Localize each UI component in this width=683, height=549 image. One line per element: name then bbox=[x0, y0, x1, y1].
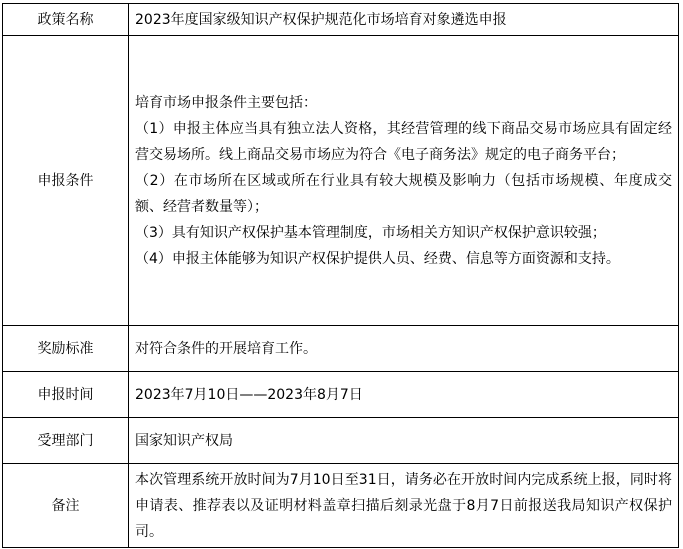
row-label-remarks: 备注 bbox=[3, 464, 129, 548]
policy-name-value: 2023年度国家级知识产权保护规范化市场培育对象遴选申报 bbox=[129, 4, 679, 36]
row-label-department: 受理部门 bbox=[3, 418, 129, 464]
policy-table bbox=[2, 3, 679, 548]
apply-time-value: 2023年7月10日——2023年8月7日 bbox=[129, 372, 679, 418]
table-row bbox=[3, 418, 679, 464]
table-row bbox=[3, 4, 679, 36]
reward-value: 对符合条件的开展培育工作。 bbox=[129, 326, 679, 372]
condition-item-3: （3）具有知识产权保护基本管理制度，市场相关方知识产权保护意识较强； bbox=[135, 224, 606, 241]
department-value: 国家知识产权局 bbox=[129, 418, 679, 464]
row-label-apply-time: 申报时间 bbox=[3, 372, 129, 418]
remarks-value: 本次管理系统开放时间为7月10日至31日，请务必在开放时间内完成系统上报，同时将申请表、推荐表以及证明材料盖章扫描后刻录光盘于8月7日前报送我局知识产权保护司。 bbox=[129, 464, 679, 548]
table-row bbox=[3, 372, 679, 418]
condition-item-2: （2）在市场所在区域或所在行业具有较大规模及影响力（包括市场规模、年度成交额、经营者数量等）； bbox=[135, 172, 672, 215]
table-row bbox=[3, 326, 679, 372]
table-row bbox=[3, 464, 679, 548]
table-row bbox=[3, 36, 679, 326]
conditions-content bbox=[129, 36, 679, 326]
row-label-conditions: 申报条件 bbox=[3, 36, 129, 326]
row-label-reward: 奖励标准 bbox=[3, 326, 129, 372]
conditions-intro: 培育市场申报条件主要包括： bbox=[135, 94, 317, 111]
condition-item-1: （1）申报主体应当具有独立法人资格，其经营管理的线下商品交易市场应具有固定经营交易场所。线上商品交易市场应为符合《电子商务法》规定的电子商务平台； bbox=[135, 120, 672, 163]
row-label-policy-name: 政策名称 bbox=[3, 4, 129, 36]
condition-item-4: （4）申报主体能够为知识产权保护提供人员、经费、信息等方面资源和支持。 bbox=[135, 250, 620, 267]
